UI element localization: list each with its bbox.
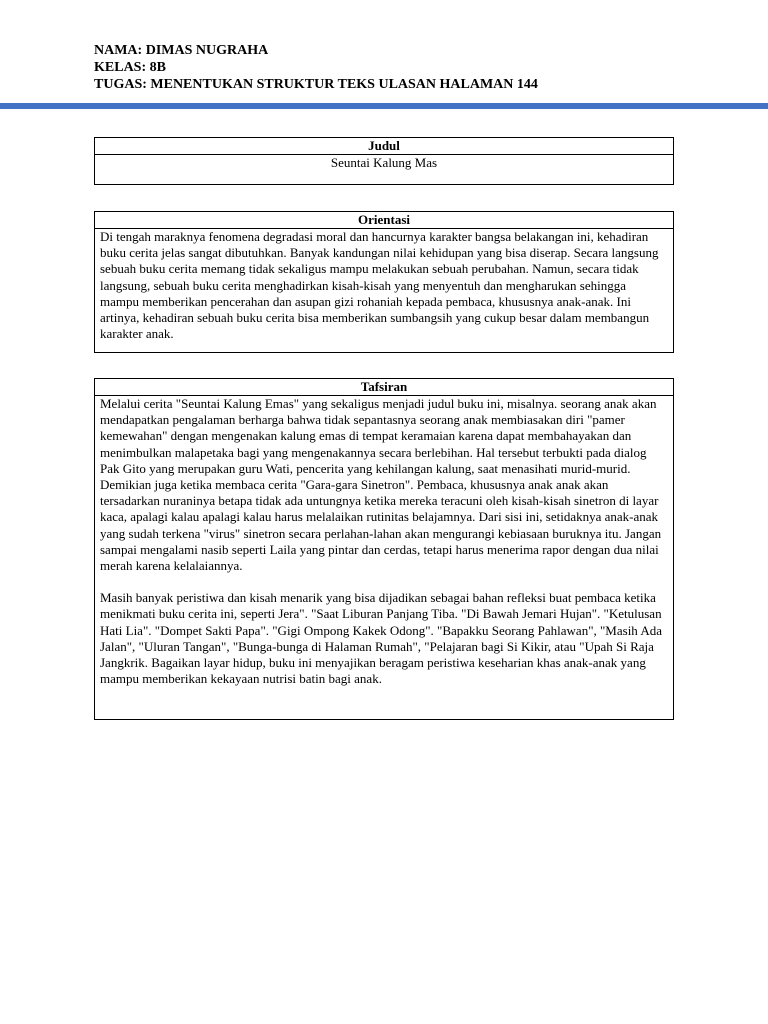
tafsiran-title: Tafsiran [95, 379, 673, 396]
student-name: NAMA: DIMAS NUGRAHA [94, 43, 269, 58]
tafsiran-box [94, 378, 674, 720]
orientasi-box [94, 211, 674, 353]
judul-text: Seuntai Kalung Mas [330, 155, 438, 170]
header [94, 42, 538, 93]
student-class: KELAS: 8B [94, 60, 166, 75]
judul-box [94, 137, 674, 185]
task-title: TUGAS: MENENTUKAN STRUKTUR TEKS ULASAN HALAMAN 144 [94, 77, 538, 92]
tafsiran-body [95, 396, 673, 687]
header-divider [0, 103, 768, 109]
orientasi-title: Orientasi [95, 212, 673, 229]
orientasi-text: Di tengah maraknya fenomena degradasi moral dan hancurnya karakter bangsa belakangan ini, kehadiran buku cerita jelas sangat dibutuhkan. Banyak kandungan nilai kehidupan yang bisa diserap. Secara langsung sebuah buku cerita memang tidak sekaligus mampu melakukan sebuah perubahan. Namun, secara tidak langsung, sebuah buku cerita menghadirkan kisah-kisah yang menyentuh dan mengharukan sehingga mampu memberikan pencerahan dan asupan gizi rohaniah kepada pembaca, khususnya anak-anak. Ini artinya, kehadiran sebuah buku cerita bisa memberikan sumbangsih yang cukup besar dalam membangun karakter anak. [100, 229, 659, 342]
tafsiran-paragraph-2: Masih banyak peristiwa dan kisah menarik yang bisa dijadikan sebagai bahan refleksi buat pembaca ketika menikmati buku cerita ini, seperti Jera". "Saat Liburan Panjang Tiba. "Di Bawah Jemari Hujan". "Ketulusan Hati Lia". "Dompet Sakti Papa". "Gigi Ompong Kakek Odong". "Bapakku Seorang Pahlawan", "Masih Ada Jalan", "Uluran Tangan", "Bunga-bunga di Halaman Rumah", "Pelajaran bagi Si Kikir, atau "Upah Si Raja Jangkrik. Bagaikan layar hidup, buku ini menyajikan beragam peristiwa keseharian khas anak-anak yang mampu memberikan kekayaan nutrisi batin bagi anak. [100, 590, 663, 687]
tafsiran-paragraph-1: Melalui cerita "Seuntai Kalung Emas" yang sekaligus menjadi judul buku ini, misalnya. seorang anak akan mendapatkan pengalaman berharga bahwa tidak sepantasnya seorang anak membiasakan diri "pamer kemewahan" dengan mengenakan kalung emas di tempat keramaian karena dapat membahayakan dan menimbulkan malapetaka bagi yang mengenakannya secara berlebihan. Hal tersebut terbukti pada dialog Pak Gito yang merupakan guru Wati, pencerita yang kehilangan kalung, saat menasihati murid-murid. Demikian juga ketika membaca cerita "Gara-gara Sinetron". Pembaca, khususnya anak anak akan tersadarkan nuraninya betapa tidak ada untungnya ketika mereka teracuni oleh kisah-kisah sinetron di layar kaca, apalagi kalau apalagi kalau harus melalaikan rutinitas belajamnya. Dari sisi ini, setidaknya anak-anak yang sudah terkena "virus" sinetron secara perlahan-lahan akan mengurangi kebiasaan buruknya itu. Jangan sampai mengalami nasib seperti Laila yang pintar dan cerdas, tetapi harus menerima rapor dengan dua nilai merah karena kelalaiannya. [100, 396, 662, 574]
judul-title: Judul [95, 138, 673, 155]
